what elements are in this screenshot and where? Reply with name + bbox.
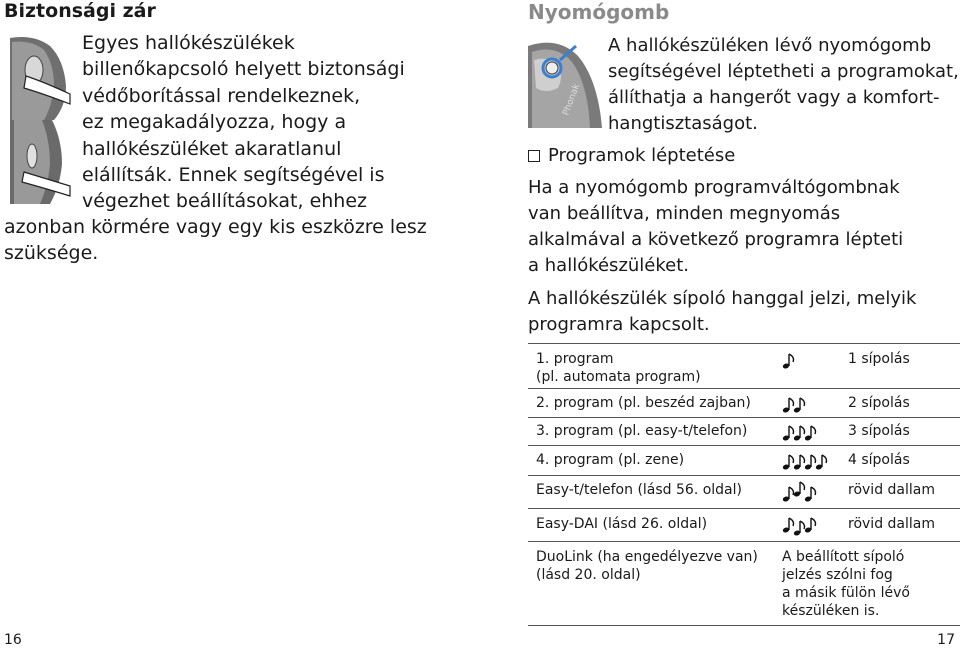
text-line: Ha a nyomógomb programváltógombnak: [528, 177, 900, 198]
signal-label: A beállított sípoló: [782, 549, 905, 565]
program-label: 1. program: [536, 351, 614, 367]
paragraph-beep-signal: [528, 286, 916, 338]
program-label: Easy-t/telefon (lásd 56. oldal): [536, 482, 742, 498]
signal-label: a másik fülön lévő: [782, 585, 910, 601]
table-divider: [528, 625, 960, 626]
beep-notes-icon: [782, 451, 832, 471]
text-line: billenőkapcsoló helyett biztonsági: [82, 58, 405, 81]
text-line: azonban körmére vagy egy kis eszközre lesz: [4, 216, 427, 238]
text-line: védőborítással rendelkeznek,: [82, 84, 361, 107]
program-label: 2. program (pl. beszéd zajban): [536, 395, 751, 411]
signal-label: jelzés szólni fog: [782, 567, 893, 583]
note-glyph: [782, 455, 793, 470]
checkbox-icon: [528, 150, 540, 162]
text-line: a hallókészüléket.: [528, 255, 690, 276]
signal-label: 3 sípolás: [848, 423, 910, 439]
text-line: segítségével léptetheti a programokat,: [608, 61, 959, 82]
beep-notes-icon: [782, 350, 799, 370]
text-line: szüksége.: [4, 242, 99, 265]
beep-notes-icon: [782, 422, 821, 442]
text-line: hangtisztaságot.: [608, 113, 758, 134]
safety-lock-text-indented: [82, 30, 405, 215]
beep-notes-icon: [782, 481, 821, 501]
table-divider: [528, 475, 960, 476]
table-divider: [528, 388, 960, 389]
note-glyph: [793, 398, 804, 413]
note-glyph: [793, 521, 804, 536]
note-glyph: [793, 426, 804, 441]
note-glyph: [804, 518, 815, 533]
table-divider: [528, 417, 960, 418]
program-label: (pl. automata program): [536, 369, 701, 385]
subsection-heading: [528, 145, 735, 166]
text-line: Egyes hallókészülékek: [82, 32, 295, 54]
page-number-right: 17: [937, 632, 955, 648]
text-line: elállítsák. Ennek segítségével is: [82, 164, 385, 187]
table-divider: [528, 508, 960, 509]
signal-label: 1 sípolás: [848, 351, 910, 367]
note-glyph: [793, 482, 804, 497]
note-glyph: [782, 518, 793, 533]
section-title-push-button: Nyomógomb: [528, 0, 670, 24]
text-line: hallókészüléket akaratlanul: [82, 137, 342, 160]
note-glyph: [793, 455, 804, 470]
note-glyph: [782, 426, 793, 441]
signal-label: készüléken is.: [782, 603, 880, 619]
signal-label: rövid dallam: [848, 482, 935, 498]
text-line: állíthatja a hangerőt vagy a komfort-: [608, 87, 940, 108]
subsection-title: Programok léptetése: [548, 145, 736, 166]
safety-lock-text-full: [4, 214, 427, 267]
hearing-aid-cover-illustration-bottom: [4, 120, 72, 204]
svg-text:Phonak: Phonak: [561, 82, 583, 118]
text-line: programra kapcsolt.: [528, 314, 710, 335]
note-glyph: [804, 487, 815, 502]
signal-label: 4 sípolás: [848, 452, 910, 468]
note-glyph: [782, 398, 793, 413]
note-glyph: [815, 455, 826, 470]
program-label: DuoLink (ha engedélyezve van): [536, 549, 758, 565]
push-button-intro: [608, 33, 959, 137]
beep-notes-icon: [782, 394, 810, 414]
signal-label: rövid dallam: [848, 516, 935, 532]
program-label: Easy-DAI (lásd 26. oldal): [536, 516, 708, 532]
note-glyph: [804, 426, 815, 441]
table-divider: [528, 541, 960, 542]
paragraph-program-switch: [528, 175, 903, 279]
note-glyph: [782, 487, 793, 502]
text-line: ez megakadályozza, hogy a: [82, 111, 347, 134]
hearing-aid-cover-illustration-top: [4, 36, 72, 120]
table-divider: [528, 343, 960, 344]
text-line: alkalmával a következő programra lépteti: [528, 229, 904, 250]
note-glyph: [804, 455, 815, 470]
signal-label: 2 sípolás: [848, 395, 910, 411]
section-title-safety-lock: Biztonsági zár: [4, 0, 156, 22]
beep-notes-icon: [782, 515, 821, 535]
program-label: 4. program (pl. zene): [536, 452, 685, 468]
push-button-illustration: [528, 36, 604, 128]
note-glyph: [782, 354, 793, 369]
program-label: (lásd 20. oldal): [536, 567, 641, 583]
page-number-left: 16: [4, 632, 22, 648]
text-line: A hallókészülék sípoló hanggal jelzi, melyik: [528, 288, 917, 309]
text-line: végezhet beállításokat, ehhez: [82, 190, 367, 213]
table-divider: [528, 445, 960, 446]
program-label: 3. program (pl. easy-t/telefon): [536, 423, 748, 439]
text-line: van beállítva, minden megnyomás: [528, 203, 841, 224]
text-line: A hallókészüléken lévő nyomógomb: [608, 35, 932, 56]
